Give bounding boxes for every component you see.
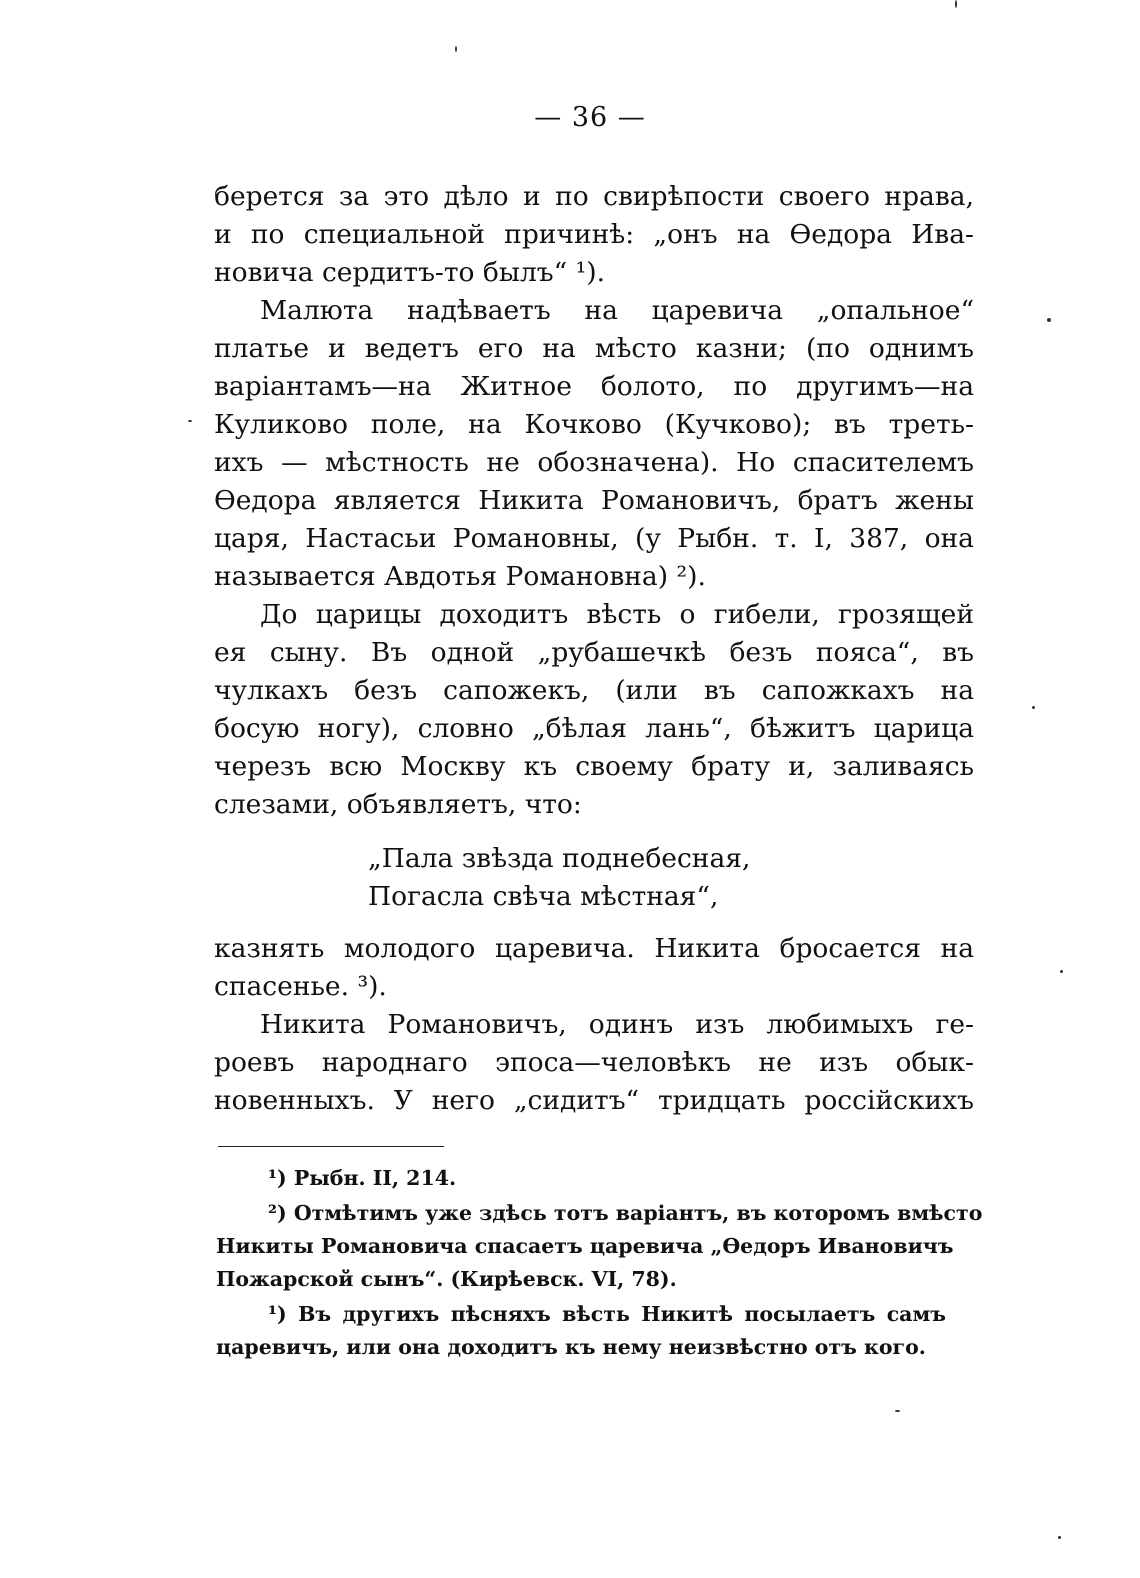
scan-speck: [895, 1410, 900, 1412]
main-text-lower: [214, 930, 974, 1120]
footnote-line: Никиты Романовича спасаетъ царевича „Ѳедоръ Ивановичъ: [216, 1234, 954, 1258]
scan-speck: [455, 46, 457, 52]
footnote-2: [216, 1197, 983, 1296]
text-line: берется за это дѣло и по свирѣпости своего нрава,: [214, 181, 974, 212]
text-line: царя, Настасьи Романовны, (у Рыбн. т. I, 387, она: [214, 523, 974, 554]
text-line: платье и ведетъ его на мѣсто казни; (по однимъ: [214, 333, 974, 364]
footnote-divider: [218, 1146, 444, 1147]
text-line: босую ногу), словно „бѣлая лань“, бѣжитъ царица: [214, 713, 974, 744]
text-line: слезами, объявляетъ, что:: [214, 789, 582, 820]
footnote-line: ¹) Рыбн. II, 214.: [268, 1166, 457, 1190]
scan-speck: [1058, 1536, 1061, 1539]
text-line: Ѳедора является Никита Романовичъ, братъ жены: [214, 485, 974, 516]
footnote-line: ¹) Въ другихъ пѣсняхъ вѣсть Никитѣ посылаетъ самъ: [268, 1302, 946, 1326]
scan-speck: [1060, 970, 1063, 973]
footnote-1: [216, 1162, 946, 1195]
text-line: черезъ всю Москву къ своему брату и, заливаясь: [214, 751, 974, 782]
text-line: казнять молодого царевича. Никита бросается на: [214, 933, 974, 964]
text-line: Малюта надѣваетъ на царевича „опальное“: [260, 295, 974, 326]
footnote-line: ²) Отмѣтимъ уже здѣсь тотъ варiантъ, въ которомъ вмѣсто: [268, 1201, 983, 1225]
text-line: ихъ — мѣстность не обозначена). Но спасителемъ: [214, 447, 974, 478]
text-line: чулкахъ безъ сапожекъ, (или въ сапожкахъ на: [214, 675, 974, 706]
main-text-upper: [214, 178, 974, 824]
scan-speck: [1032, 706, 1035, 709]
text-line: и по специальной причинѣ: „онъ на Ѳедора Ива-: [214, 219, 974, 250]
footnotes: [216, 1162, 983, 1366]
scan-speck: [955, 0, 957, 8]
text-line: Куликово поле, на Кочково (Кучково); въ треть-: [214, 409, 974, 440]
text-line: варiантамъ—на Житное болото, по другимъ—на: [214, 371, 974, 402]
footnote-line: Пожарской сынъ“. (Кирѣевск. VI, 78).: [216, 1267, 677, 1291]
scan-speck: [188, 420, 192, 422]
text-line: называется Авдотья Романовна) ²).: [214, 561, 706, 592]
text-line: Никита Романовичъ, одинъ изъ любимыхъ ге-: [260, 1009, 974, 1040]
text-line: роевъ народнаго эпоса—человѣкъ не изъ обык-: [214, 1047, 974, 1078]
verse-line: Погасла свѣча мѣстная“,: [368, 881, 719, 912]
scan-speck: [1047, 318, 1051, 322]
text-line: ея сыну. Въ одной „рубашечкѣ безъ пояса“, въ: [214, 637, 974, 668]
footnote-3: [216, 1298, 946, 1364]
verse-line: „Пала звѣзда поднебесная,: [368, 843, 751, 874]
text-line: новенныхъ. У него „сидитъ“ тридцать россiйскихъ: [214, 1085, 974, 1116]
text-line: До царицы доходитъ вѣсть о гибели, грозящей: [260, 599, 974, 630]
verse-quote: [368, 840, 868, 916]
page-number: — 36 —: [534, 102, 646, 133]
text-line: новича сердитъ-то былъ“ ¹).: [214, 257, 606, 288]
text-line: спасенье. ³).: [214, 971, 387, 1002]
footnote-line: царевичъ, или она доходитъ къ нему неизвѣстно отъ кого.: [216, 1335, 926, 1359]
